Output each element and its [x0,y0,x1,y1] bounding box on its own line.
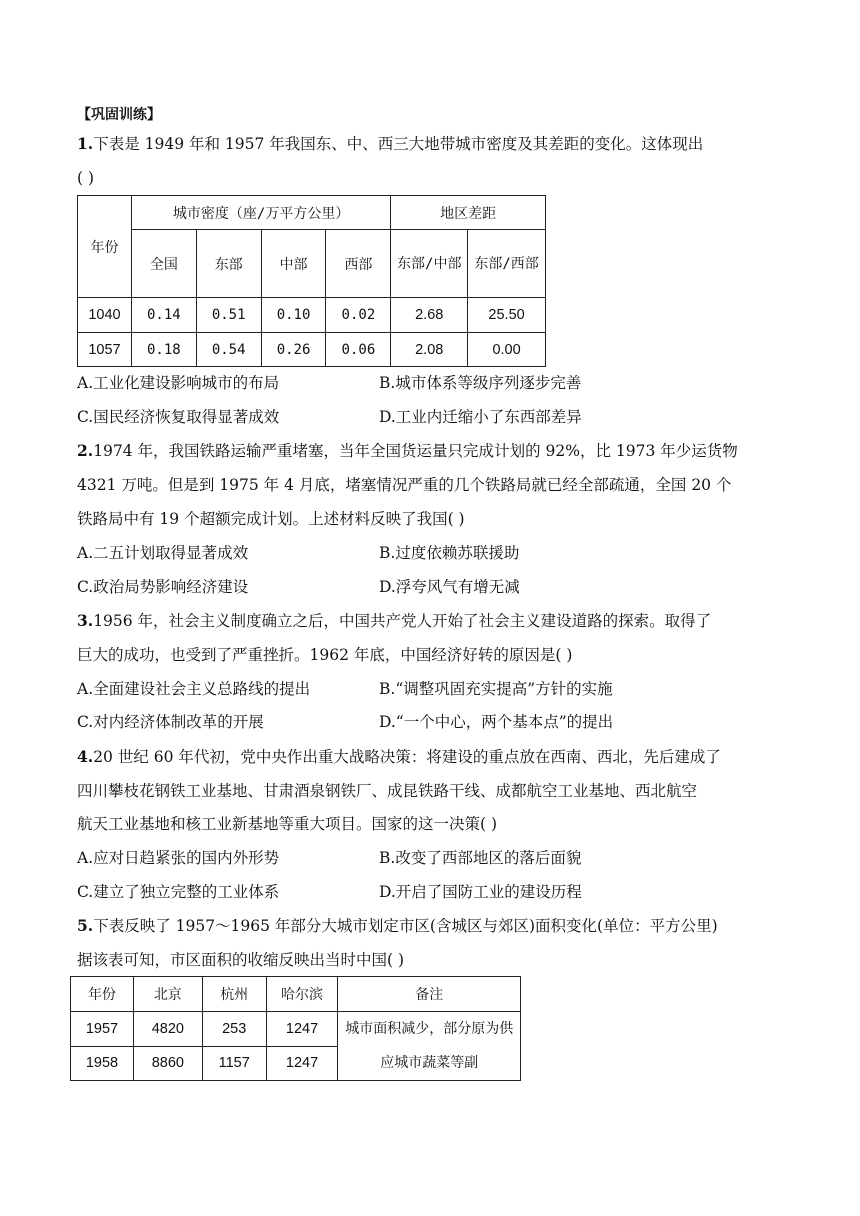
table-cell: 0.02 [326,298,391,333]
question-2-line-2: 4321 万吨。但是到 1975 年 4 月底，堵塞情况严重的几个铁路局就已经全部疏通，全国 20 个 [77,476,732,494]
question-1-option-d[interactable]: D.工业内迁缩小了东西部差异 [379,408,582,426]
table-cell-year: 1040 [78,298,132,333]
table-cell: 2.68 [391,298,468,333]
question-3-text-1: 1956 年，社会主义制度确立之后，中国共产党人开始了社会主义建设道路的探索。取得了 [93,612,712,630]
table-header-note: 备注 [338,977,521,1012]
question-2-option-a[interactable]: A.二五计划取得显著成效 [77,544,249,562]
table-cell: 2.08 [391,333,468,367]
question-4-line-3: 航天工业基地和核工业新基地等重大项目。国家的这一决策( ) [77,815,498,833]
question-3-line-2: 巨大的成功，也受到了严重挫折。1962 年底，中国经济好转的原因是( ) [77,646,573,664]
table-header-central: 中部 [261,230,326,298]
section-title: 【巩固训练】 [77,107,161,123]
question-3-option-c[interactable]: C.对内经济体制改革的开展 [77,713,264,731]
table-header-beijing: 北京 [133,977,202,1012]
question-4-text-1: 20 世纪 60 年代初，党中央作出重大战略决策：将建设的重点放在西南、西北，先后建成了 [93,748,721,766]
question-3-line-1 [77,610,711,632]
table-header-gap: 地区差距 [391,196,546,230]
question-4-number: 4. [77,747,94,766]
table-header-year: 年份 [71,977,134,1012]
question-4-option-a[interactable]: A.应对日趋紧张的国内外形势 [77,849,280,867]
table-cell: 0.00 [468,333,546,367]
question-5-line-2: 据该表可知，市区面积的收缩反映出当时中国( ) [77,951,405,969]
question-1-option-b[interactable]: B.城市体系等级序列逐步完善 [379,374,582,392]
question-1-line-2: ( ) [77,169,95,187]
table-cell: 253 [202,1012,266,1047]
table-cell: 4820 [133,1012,202,1047]
question-1-option-a[interactable]: A.工业化建设影响城市的布局 [77,374,280,392]
question-4-option-d[interactable]: D.开启了国防工业的建设历程 [379,883,582,901]
table-cell: 1958 [71,1046,134,1081]
question-1-option-c[interactable]: C.国民经济恢复取得显著成效 [77,408,280,426]
question-1-line-1 [77,133,703,155]
question-1-text-1: 下表是 1949 年和 1957 年我国东、中、西三大地带城市密度及其差距的变化。这体现出 [93,135,704,153]
table-cell: 1157 [202,1046,266,1081]
question-2-line-1 [77,440,738,462]
question-3-option-a[interactable]: A.全面建设社会主义总路线的提出 [77,680,311,698]
question-4-option-b[interactable]: B.改变了西部地区的落后面貌 [379,849,582,867]
table-cell: 25.50 [468,298,546,333]
table-header-east-west: 东部/西部 [468,230,546,298]
table-cell-year: 1057 [78,333,132,367]
question-4-option-c[interactable]: C.建立了独立完整的工业体系 [77,883,280,901]
question-3-number: 3. [77,611,94,630]
table-header-national: 全国 [131,230,196,298]
table-cell: 1247 [266,1046,338,1081]
table-header-west: 西部 [326,230,391,298]
question-1-number: 1. [77,134,94,153]
question-2-text-1: 1974 年，我国铁路运输严重堵塞，当年全国货运量只完成计划的 92%，比 1973 年少运货物 [93,442,738,460]
question-5-line-1 [77,915,718,937]
table-row [71,1012,521,1047]
question-5-text-1: 下表反映了 1957～1965 年部分大城市划定市区(含城区与郊区)面积变化(单位：平方公里) [93,917,718,935]
table-header-year: 年份 [78,196,132,298]
question-2-number: 2. [77,441,94,460]
table-cell: 8860 [133,1046,202,1081]
table-header-east-central: 东部/中部 [391,230,468,298]
question-5-number: 5. [77,916,94,935]
table-cell: 0.54 [196,333,261,367]
question-2-option-d[interactable]: D.浮夸风气有增无减 [379,578,520,596]
table-cell: 0.51 [196,298,261,333]
table-cell: 0.10 [261,298,326,333]
table-header-east: 东部 [196,230,261,298]
table-cell: 0.26 [261,333,326,367]
table-row [78,333,546,367]
table-cell: 0.14 [131,298,196,333]
question-1-table [77,195,546,367]
table-cell: 0.18 [131,333,196,367]
table-header-density: 城市密度（座/万平方公里） [131,196,390,230]
table-cell: 1957 [71,1012,134,1047]
table-row [78,298,546,333]
table-header-hangzhou: 杭州 [202,977,266,1012]
question-3-option-d[interactable]: D.“一个中心，两个基本点”的提出 [379,713,614,731]
question-2-line-3: 铁路局中有 19 个超额完成计划。上述材料反映了我国( ) [77,510,465,528]
table-cell-note: 城市面积减少，部分原为供应城市蔬菜等副 [338,1012,521,1081]
question-4-line-2: 四川攀枝花钢铁工业基地、甘肃酒泉钢铁厂、成昆铁路干线、成都航空工业基地、西北航空 [77,782,698,800]
table-cell: 1247 [266,1012,338,1047]
question-2-option-b[interactable]: B.过度依赖苏联援助 [379,544,520,562]
question-5-table [70,976,521,1081]
question-3-option-b[interactable]: B.“调整巩固充实提高”方针的实施 [379,680,613,698]
question-2-option-c[interactable]: C.政治局势影响经济建设 [77,578,249,596]
question-4-line-1 [77,746,721,768]
table-header-harbin: 哈尔滨 [266,977,338,1012]
table-cell: 0.06 [326,333,391,367]
